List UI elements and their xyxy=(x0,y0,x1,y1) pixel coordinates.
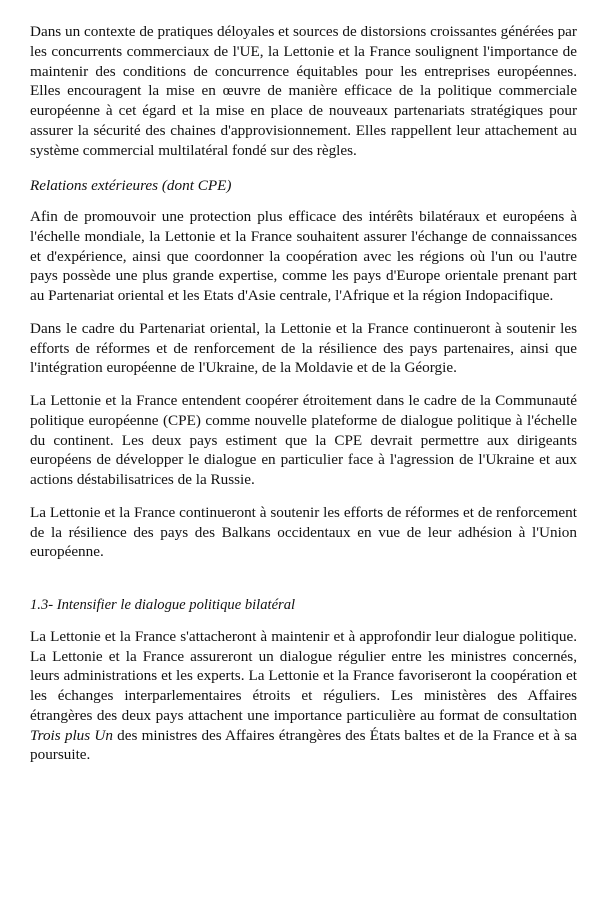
paragraph-trade-policy: Dans un contexte de pratiques déloyales et sources de distorsions croissantes générées par les concurrents commerciaux de l'UE, la Lettonie et la France soulignent l'importance de maintenir des conditions de concurrence équitables pour les entreprises européennes. Elles encouragent la mise en œuvre de manière efficace de la politique commerciale européenne à cet égard et la mise en place de nouveaux partenariats stratégiques pour assurer la sécurité des chaines d'approvisionnement. Elles rappellent leur attachement au système commercial multilatéral fondé sur des règles. xyxy=(30,23,577,159)
section-heading-external-relations: Relations extérieures (dont CPE) xyxy=(30,177,232,195)
subsection-heading-bilateral-dialogue: 1.3- Intensifier le dialogue politique bilatéral xyxy=(30,597,296,613)
paragraph-global-protection: Afin de promouvoir une protection plus efficace des intérêts bilatéraux et européens à l'échelle mondiale, la Lettonie et la France souhaitent assurer l'échange de connaissances et d'expérience, ainsi que coordonner la coopération avec les régions où l'un ou l'autre pays possède une plus grande expertise, comme les pays d'Europe orientale prenant part au Partenariat oriental et les Etats d'Asie centrale, l'Afrique et la région Indopacifique. xyxy=(30,208,577,304)
paragraph-eastern-partnership: Dans le cadre du Partenariat oriental, la Lettonie et la France continueront à soutenir les efforts de réformes et de renforcement de la résilience des pays partenaires, ainsi que l'intégration européenne de l'Ukraine, de la Moldavie et de la Géorgie. xyxy=(30,319,577,377)
consultation-format-name: Trois plus Un xyxy=(30,726,113,744)
paragraph-western-balkans: La Lettonie et la France continueront à soutenir les efforts de réformes et de renforcement de la résilience des pays des Balkans occidentaux en vue de leur adhésion à l'Union européenne. xyxy=(30,503,577,561)
final-paragraph-part-one: La Lettonie et la France s'attacheront à maintenir et à approfondir leur dialogue politique. La Lettonie et la France assureront un dialogue régulier entre les ministres concernés, leurs administrations et les experts. La Lettonie et la France favoriseront la coopération et les échanges interparlementaires étroits et réguliers. Les ministères des Affaires étrangères des deux pays attachent une importance particulière au format de consultation xyxy=(30,627,577,724)
final-paragraph-part-two: des ministres des Affaires étrangères des États baltes et de la France et à sa poursuite. xyxy=(30,726,577,764)
paragraph-bilateral-dialogue xyxy=(30,627,577,765)
paragraph-cpe: La Lettonie et la France entendent coopérer étroitement dans le cadre de la Communauté politique européenne (CPE) comme nouvelle plateforme de dialogue politique à l'échelle du continent. Les deux pays estiment que la CPE devrait permettre aux dirigeants européens de développer le dialogue en particulier face à l'agression de l'Ukraine et aux actions déstabilisatrices de la Russie. xyxy=(30,392,577,488)
